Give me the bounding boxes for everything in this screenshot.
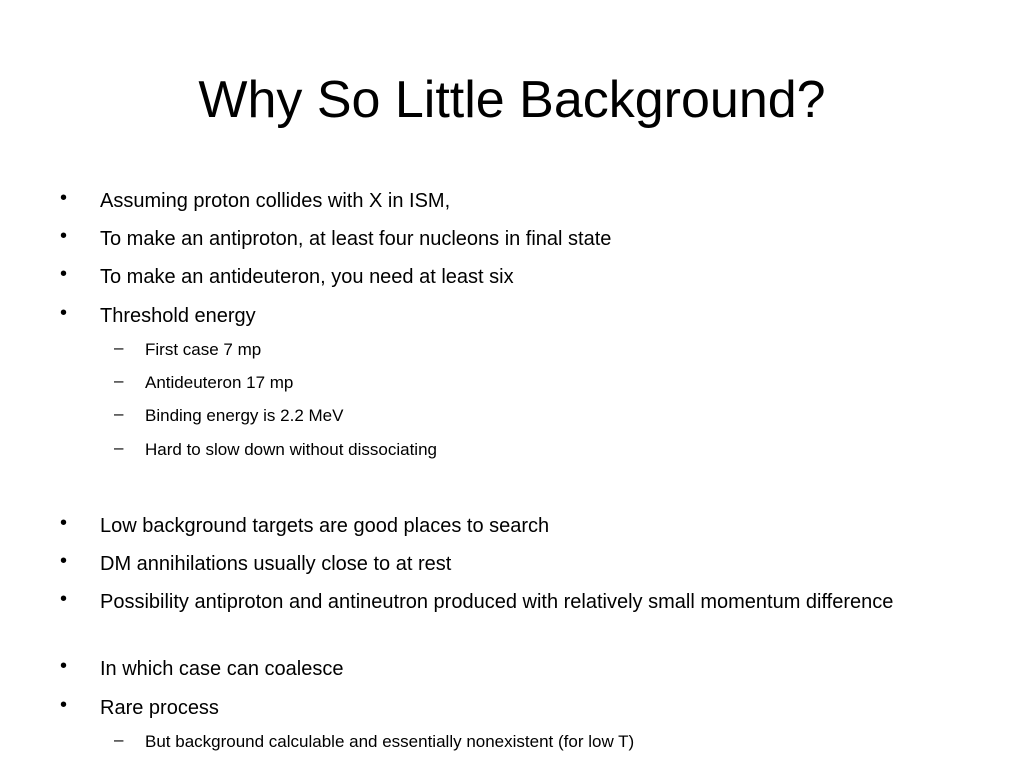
bullet-text: Possibility antiproton and antineutron produced with relatively small momentum difference — [100, 591, 894, 613]
bullet-text: Assuming proton collides with X in ISM, — [100, 190, 451, 212]
sub-bullet-text: But background calculable and essentially nonexistent (for low T) — [145, 732, 635, 751]
slide-title: Why So Little Background? — [198, 71, 826, 129]
bullet-text: Threshold energy — [100, 305, 256, 327]
bullet-text: Low background targets are good places to search — [100, 515, 550, 537]
bullet-marker: • — [60, 550, 68, 572]
bullet-marker: • — [60, 187, 68, 209]
bullet-text: To make an antideuteron, you need at least six — [100, 266, 514, 288]
dash-marker: – — [114, 438, 124, 457]
bullet-text: In which case can coalesce — [100, 658, 344, 680]
bullet-text: To make an antiproton, at least four nucleons in final state — [100, 228, 612, 250]
sub-bullet-text: Binding energy is 2.2 MeV — [145, 406, 344, 425]
bullet-marker: • — [60, 694, 68, 716]
dash-marker: – — [114, 730, 124, 749]
dash-marker: – — [114, 371, 124, 390]
bullet-text: Rare process — [100, 697, 219, 719]
sub-bullet-text: Antideuteron 17 mp — [145, 373, 294, 392]
bullet-marker: • — [60, 655, 68, 677]
dash-marker: – — [114, 404, 124, 423]
bullet-marker: • — [60, 512, 68, 534]
bullet-marker: • — [60, 302, 68, 324]
bullet-marker: • — [60, 225, 68, 247]
bullet-text: DM annihilations usually close to at rest — [100, 553, 452, 575]
sub-bullet-text: Hard to slow down without dissociating — [145, 440, 437, 459]
dash-marker: – — [114, 338, 124, 357]
sub-bullet-text: First case 7 mp — [145, 340, 262, 359]
bullet-marker: • — [60, 588, 68, 610]
bullet-marker: • — [60, 263, 68, 285]
